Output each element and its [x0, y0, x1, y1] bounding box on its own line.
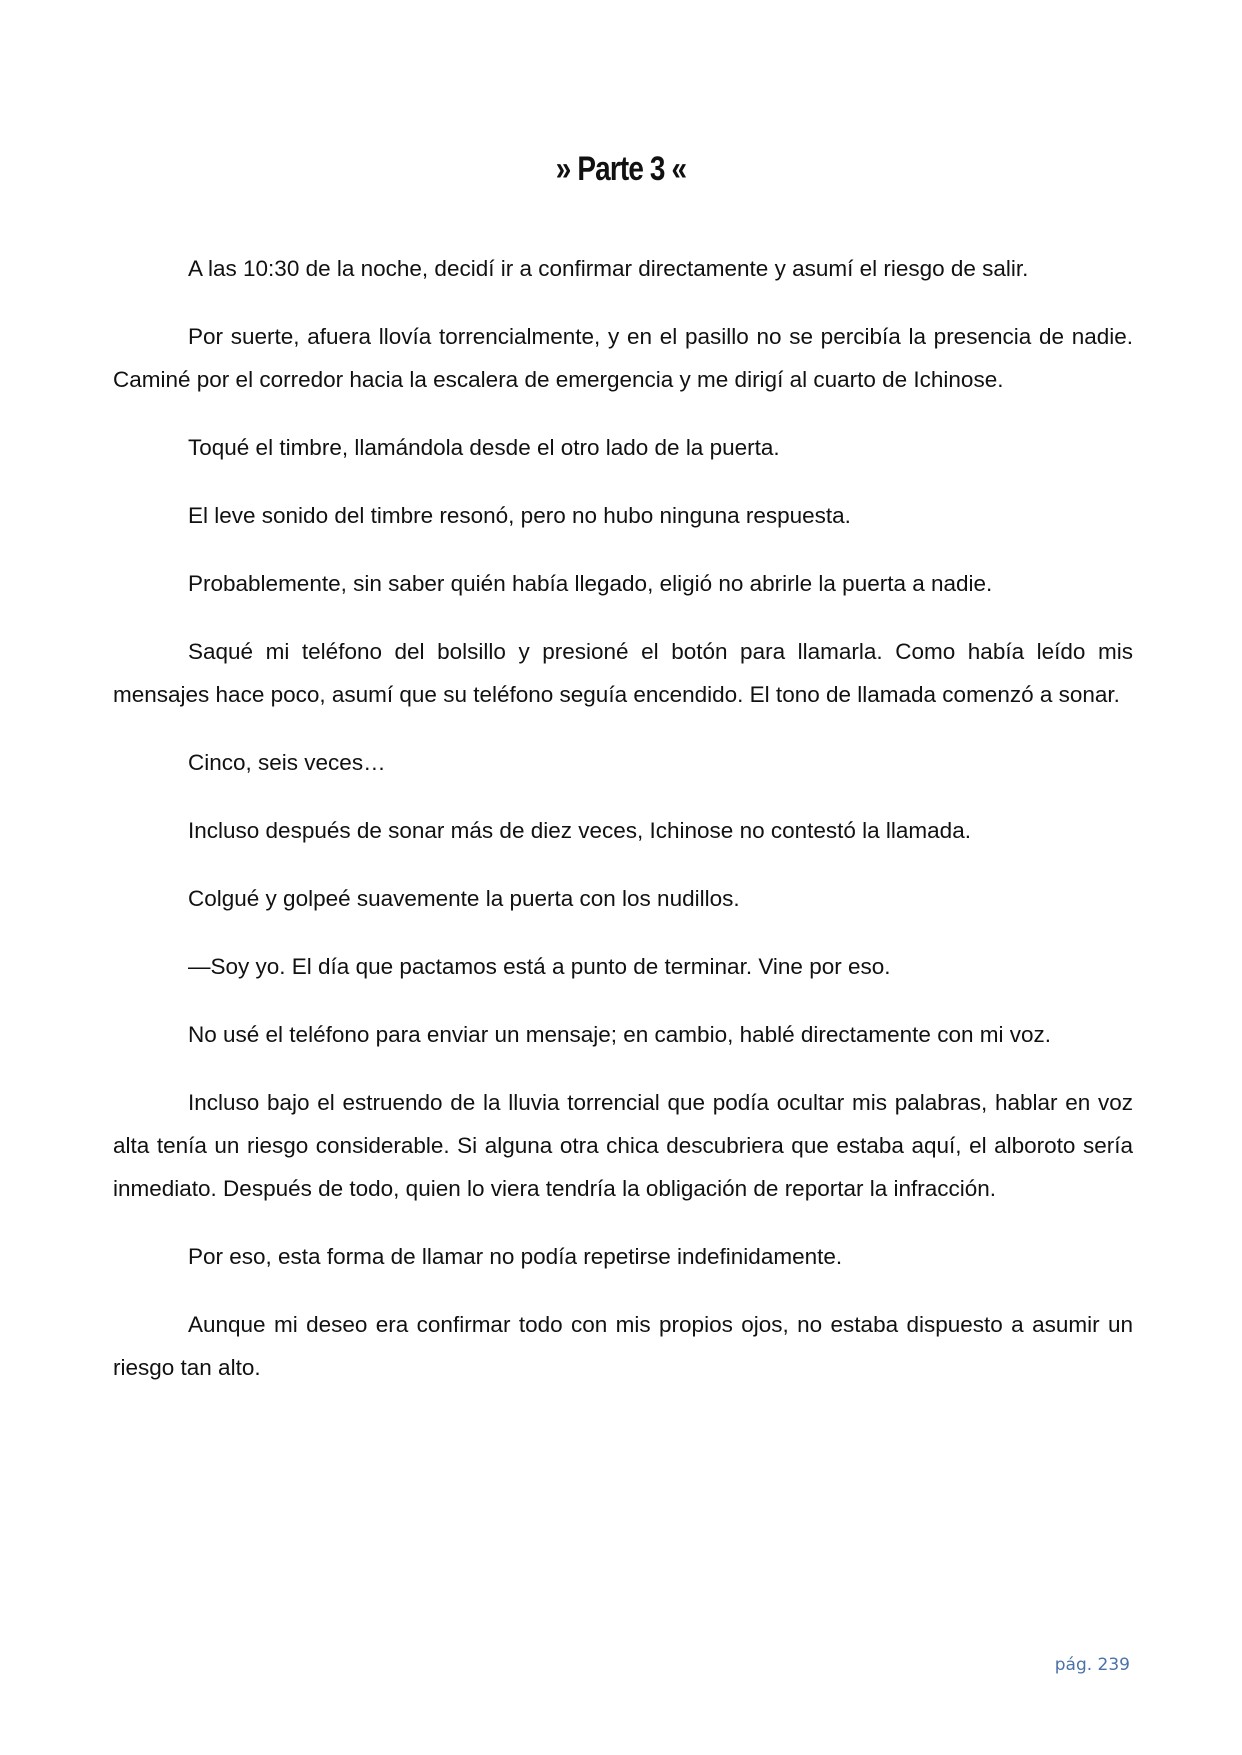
paragraph: Colgué y golpeé suavemente la puerta con los nudillos. [188, 886, 740, 911]
body-text [113, 247, 1133, 1414]
paragraph: El leve sonido del timbre resonó, pero no hubo ninguna respuesta. [188, 503, 851, 528]
paragraph: Por suerte, afuera llovía torrencialmente, y en el pasillo no se percibía la presencia de nadie. Caminé por el corredor hacia la escalera de emergencia y me dirigí al cuarto de Ichinose. [113, 324, 1133, 392]
paragraph: Por eso, esta forma de llamar no podía repetirse indefinidamente. [188, 1244, 843, 1269]
chapter-title: » Parte 3 « [555, 150, 687, 188]
paragraph: —Soy yo. El día que pactamos está a punto de terminar. Vine por eso. [188, 954, 891, 979]
paragraph: Saqué mi teléfono del bolsillo y presioné el botón para llamarla. Como había leído mis mensajes hace poco, asumí que su teléfono seguía encendido. El tono de llamada comenzó a sonar. [113, 639, 1133, 707]
paragraph: Incluso bajo el estruendo de la lluvia torrencial que podía ocultar mis palabras, hablar en voz alta tenía un riesgo considerable. Si alguna otra chica descubriera que estaba aquí, el alboroto sería inmediato. Después de todo, quien lo viera tendría la obligación de reportar la infracción. [113, 1090, 1133, 1201]
paragraph: A las 10:30 de la noche, decidí ir a confirmar directamente y asumí el riesgo de salir. [188, 256, 1029, 281]
paragraph: Aunque mi deseo era confirmar todo con mis propios ojos, no estaba dispuesto a asumir un riesgo tan alto. [113, 1312, 1133, 1380]
paragraph: No usé el teléfono para enviar un mensaje; en cambio, hablé directamente con mi voz. [188, 1022, 1051, 1047]
paragraph: Cinco, seis veces… [188, 750, 386, 775]
page-number: pág. 239 [1054, 1655, 1130, 1675]
paragraph: Incluso después de sonar más de diez veces, Ichinose no contestó la llamada. [188, 818, 971, 843]
paragraph: Toqué el timbre, llamándola desde el otro lado de la puerta. [188, 435, 780, 460]
paragraph: Probablemente, sin saber quién había llegado, eligió no abrirle la puerta a nadie. [188, 571, 993, 596]
